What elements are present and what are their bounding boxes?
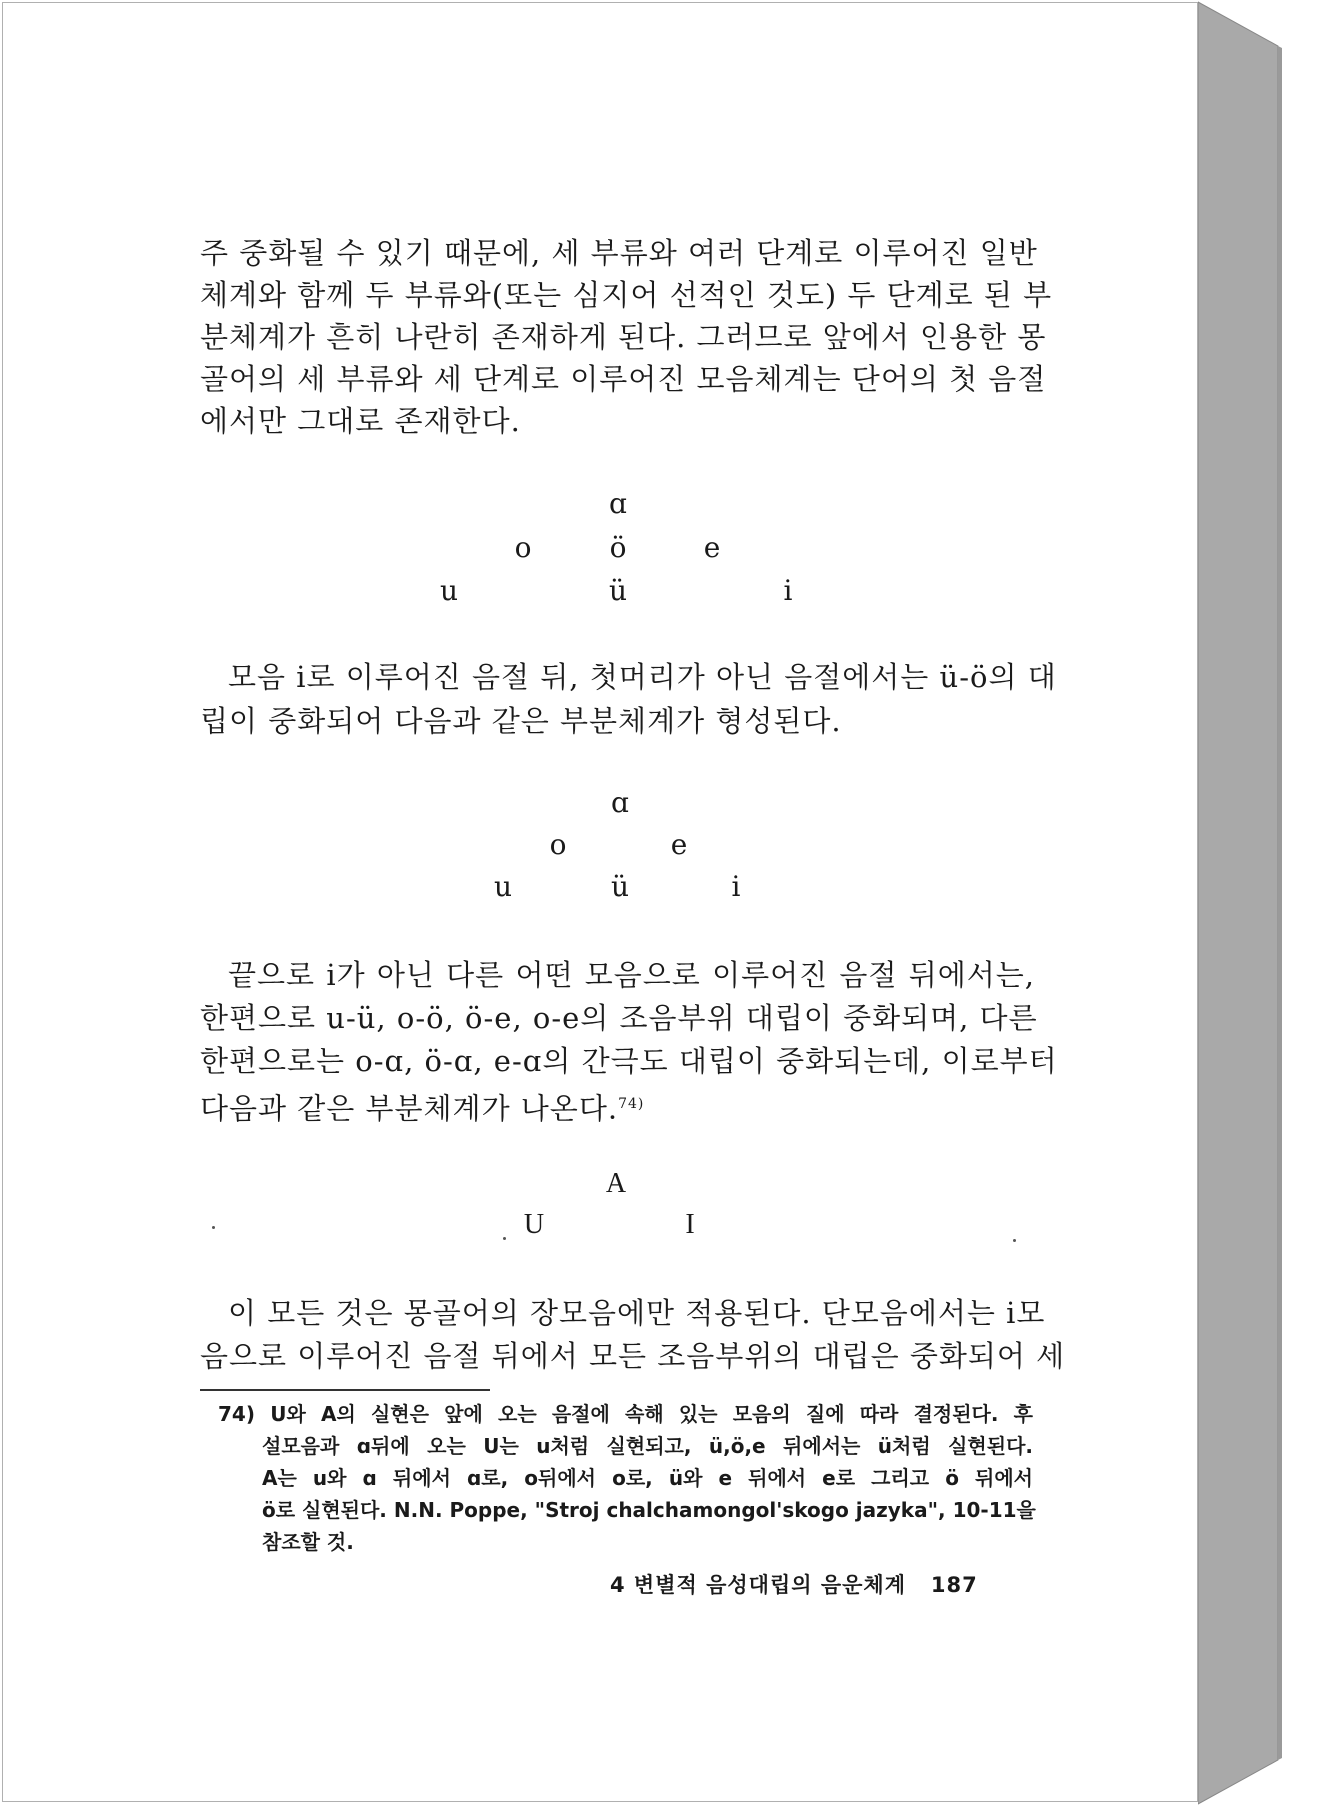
text-line: 모음 i로 이루어진 음절 뒤, 첫머리가 아닌 음절에서는 ü-ö의 대	[228, 660, 1057, 694]
text-line: 주 중화될 수 있기 때문에, 세 부류와 여러 단계로 이루어진 일반	[200, 236, 1038, 270]
running-footer	[610, 1570, 1040, 1600]
text-line: 끝으로 i가 아닌 다른 어떤 모음으로 이루어진 음절 뒤에서는,	[228, 958, 1035, 992]
vowel-i: i	[731, 870, 741, 903]
vowel-a: ɑ	[609, 487, 627, 520]
footnote-line: ö로 실현된다. N.N. Poppe, "Stroj chalchamongol'skogo jazyka", 10-11을	[262, 1498, 1036, 1522]
vowel-u-umlaut: ü	[608, 574, 628, 607]
archiphoneme-I: I	[685, 1209, 695, 1240]
vowel-i: i	[783, 574, 793, 607]
text-line: 체계와 함께 두 부류와(또는 심지어 선적인 것도) 두 단계로 된 부	[200, 278, 1053, 312]
vowel-o: o	[514, 531, 532, 564]
footnote-line: A는 u와 ɑ 뒤에서 ɑ로, o뒤에서 o로, ü와 e 뒤에서 e로 그리고 ö 뒤에서	[262, 1466, 1033, 1490]
text-line	[200, 1084, 1035, 1129]
vowel-o: o	[549, 828, 567, 861]
footnote-divider	[200, 1389, 490, 1391]
footnote-reference: 74)	[618, 1096, 645, 1112]
vowel-e: e	[703, 531, 721, 564]
archiphoneme-U: U	[523, 1209, 545, 1240]
text-line: 한편으로는 o-ɑ, ö-ɑ, e-ɑ의 간극도 대립이 중화되는데, 이로부터	[200, 1044, 1058, 1078]
speck	[212, 1226, 215, 1229]
text-line: 에서만 그대로 존재한다.	[200, 404, 521, 438]
footnote-text: U와 A의 실현은 앞에 오는 음절에 속해 있는 모음의 질에 따라 결정된다. 후	[270, 1402, 1033, 1426]
vowel-u: u	[493, 870, 513, 903]
text-line: 음으로 이루어진 음절 뒤에서 모든 조음부위의 대립은 중화되어 세	[200, 1339, 1066, 1373]
footnote-line: 설모음과 ɑ뒤에 오는 U는 u처럼 실현되고, ü,ö,e 뒤에서는 ü처럼 실현된다.	[262, 1434, 1033, 1458]
speck	[1013, 1239, 1016, 1242]
footnote-number: 74)	[218, 1402, 255, 1426]
vowel-u-umlaut: ü	[610, 870, 630, 903]
vowel-u: u	[439, 574, 459, 607]
archiphoneme-A: A	[605, 1168, 627, 1199]
page-number: 187	[930, 1573, 978, 1597]
footnote-line	[218, 1399, 1033, 1429]
book-spine	[1198, 0, 1325, 1806]
text-line: 이 모든 것은 몽골어의 장모음에만 적용된다. 단모음에서는 i모	[228, 1296, 1046, 1330]
vowel-a: ɑ	[611, 786, 629, 819]
text-line: 립이 중화되어 다음과 같은 부분체계가 형성된다.	[200, 704, 842, 738]
vowel-e: e	[670, 828, 688, 861]
text-line: 한편으로 u-ü, o-ö, ö-e, o-e의 조음부위 대립이 중화되며, 다른	[200, 1001, 1038, 1035]
vowel-o-umlaut: ö	[609, 531, 627, 564]
text-line-content: 다음과 같은 부분체계가 나온다.	[200, 1091, 619, 1126]
speck	[503, 1237, 506, 1240]
footnote-line: 참조할 것.	[262, 1530, 354, 1554]
text-line: 분체계가 흔히 나란히 존재하게 된다. 그러므로 앞에서 인용한 몽	[200, 320, 1047, 354]
text-line: 골어의 세 부류와 세 단계로 이루어진 모음체계는 단어의 첫 음절	[200, 362, 1047, 396]
chapter-title: 4 변별적 음성대립의 음운체계	[610, 1573, 906, 1597]
